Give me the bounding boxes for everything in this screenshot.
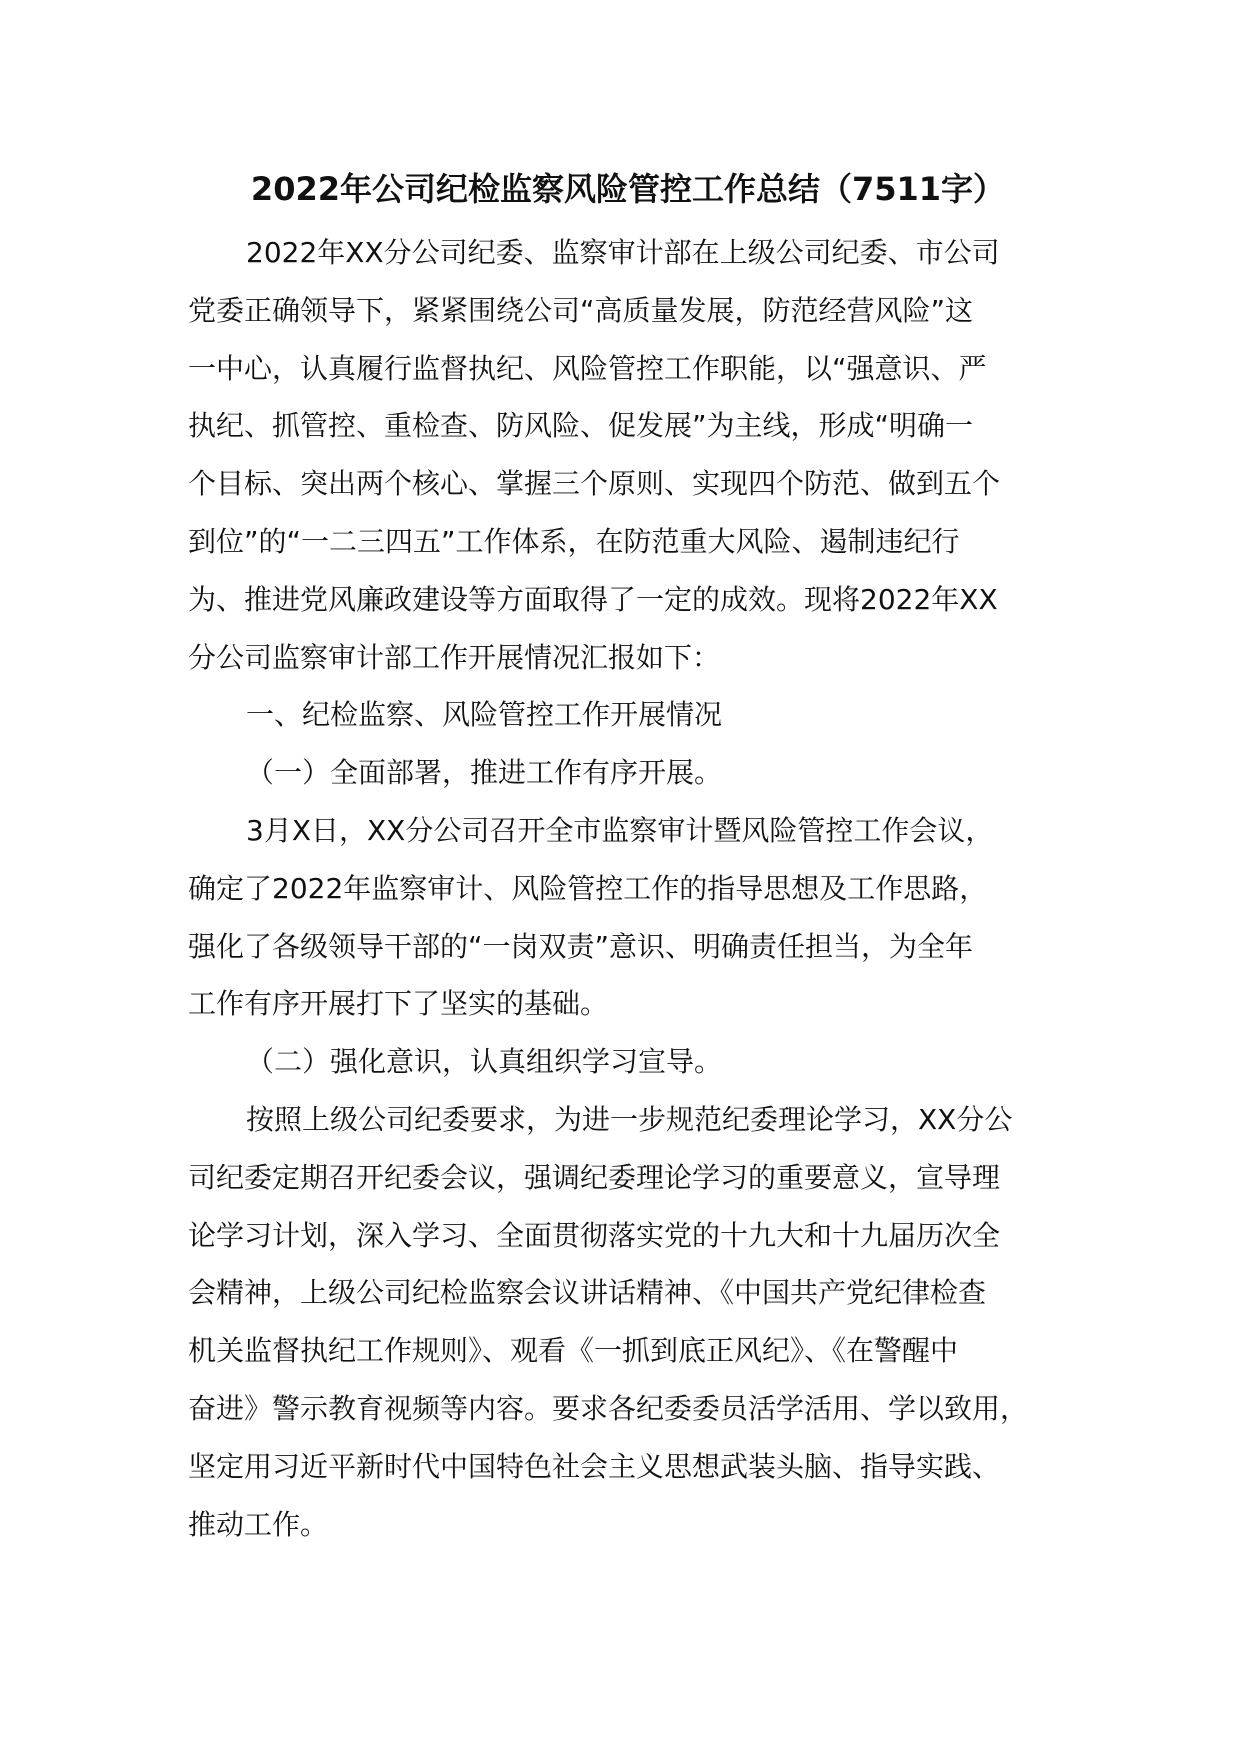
paragraph-study: 按照上级公司纪委要求，为进一步规范纪委理论学习，XX分公 司纪委定期召开纪委会议，强调纪委理论学习的重要意义，宣导理 论学习计划，深入学习、全面贯彻落实党的十九大和十九届历次全 会精神，上级公司纪检监察会议讲话精神、《中国共产党纪律检查 机关监督执纪工作规则》、观看《一抓到底正风纪》、《在警醒中 奋进》警示教育视频等内容。要求各纪委委员活学活用、学以致用， 坚定用习近平新时代中国特色社会主义思想武装头脑、指导实践、 推动工作。	[188, 1102, 1029, 1541]
paragraph-intro: 2022年XX分公司纪委、监察审计部在上级公司纪委、市公司 党委正确领导下，紧紧围绕公司“高质量发展，防范经营风险”这 一中心，认真履行监督执纪、风险管控工作职能，以“强意识、严 执纪、抓管控、重检查、防风险、促发展”为主线，形成“明确一 个目标、突出两个核心、掌握三个原则、实现四个防范、做到五个 到位”的“一二三四五”工作体系，在防范重大风险、遏制违纪行 为、推进党风廉政建设等方面取得了一定的成效。现将2022年XX 分公司监察审计部工作开展情况汇报如下：	[188, 236, 1001, 674]
subsection-heading-1: （一）全面部署，推进工作有序开展。	[246, 756, 723, 790]
document-title: 2022年公司纪检监察风险管控工作总结（7511字）	[250, 170, 1006, 208]
section-heading-1: 一、纪检监察、风险管控工作开展情况	[246, 698, 723, 732]
document-body	[188, 224, 1080, 1553]
subsection-heading-2: （二）强化意识，认真组织学习宣导。	[246, 1045, 723, 1079]
paragraph-meeting: 3月X日，XX分公司召开全市监察审计暨风险管控工作会议， 确定了2022年监察审计、风险管控工作的指导思想及工作思路， 强化了各级领导干部的“一岗双责”意识、明确责任担当，为全年 工作有序开展打下了坚实的基础。	[188, 813, 994, 1021]
